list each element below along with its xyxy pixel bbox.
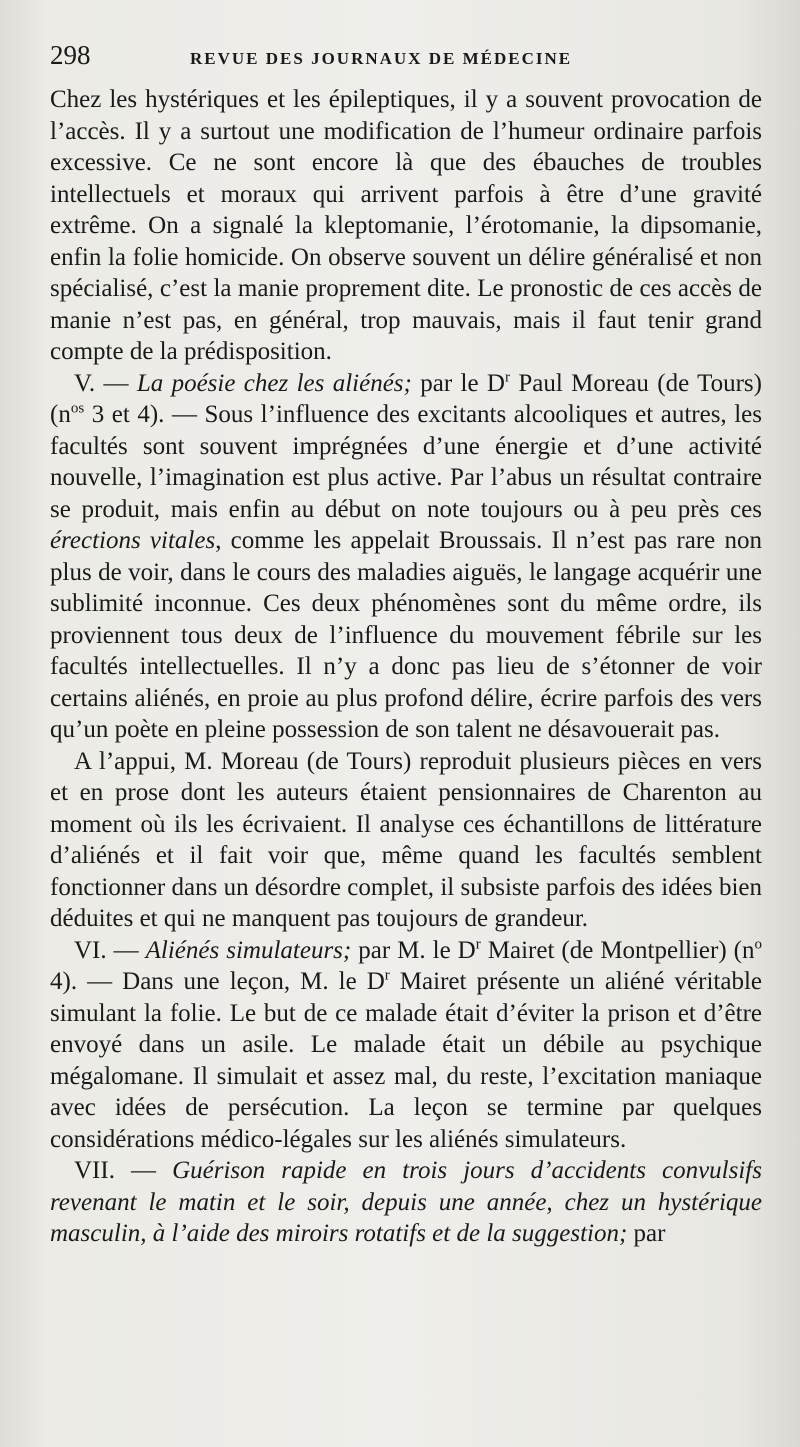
section-number: V. — bbox=[74, 369, 137, 397]
superscript: r bbox=[384, 967, 390, 984]
paragraph-2 bbox=[50, 368, 762, 746]
section-number: VII. — bbox=[74, 1157, 173, 1184]
superscript: r bbox=[504, 369, 510, 386]
superscript: os bbox=[70, 400, 85, 417]
article-body bbox=[50, 84, 762, 1250]
page-number: 298 bbox=[50, 40, 91, 70]
paragraph-text: par bbox=[627, 1220, 666, 1247]
italic-phrase: érections vitales bbox=[50, 527, 216, 554]
author-text: Paul Moreau (de Tours) (n bbox=[50, 369, 762, 428]
paragraph-text: 4). — Dans une leçon, M. le D bbox=[50, 968, 385, 995]
section-title: Guérison rapide en trois jours d’accidents convulsifs revenant le matin et le soir, depuis une année, chez un hystérique masculin, à l’aide des miroirs rotatifs et de la suggestion; bbox=[50, 1157, 762, 1247]
section-title: La poésie chez les aliénés; bbox=[136, 369, 412, 397]
section-title: Aliénés simulateurs; bbox=[145, 936, 352, 964]
paragraph-4 bbox=[50, 935, 762, 1156]
paragraph-text: 3 et 4). — Sous l’influence des excitants alcooliques et autres, les facultés sont souvent imprégnées d’une énergie et d’une activité nouvelle, l’imagination est plus active. Par l’abus un résultat contraire se produit, mais enfin au début on note toujours ou à peu près ces bbox=[50, 401, 762, 523]
superscript: r bbox=[475, 936, 481, 953]
paragraph-3: A l’appui, M. Moreau (de Tours) reproduit plusieurs pièces en vers et en prose dont les auteurs étaient pensionnaires de Charenton au moment où ils les écrivaient. Il analyse ces échantillons de littérature d’aliénés et il fait voir que, même quand les facultés semblent fonctionner dans un désordre complet, il subsiste parfois des idées bien déduites et qui ne manquent pas toujours de grandeur. bbox=[50, 747, 762, 932]
author-text: par le D bbox=[411, 369, 505, 397]
paragraph-text: Mairet présente un aliéné véritable simulant la folie. Le but de ce malade était d’éviter la prison et d’être envoyé dans un asile. Le malade était un débile au psychique mégalomane. Il simulait et assez mal, du reste, l’excitation maniaque avec idées de persécution. La leçon se termine par quelques considérations médico-légales sur les aliénés simulateurs. bbox=[50, 968, 762, 1153]
paragraph-text: par M. le D bbox=[351, 936, 476, 964]
paragraph-1: Chez les hystériques et les épileptiques, il y a souvent provocation de l’accès. Il y a surtout une modification de l’humeur ordinaire parfois excessive. Ce ne sont encore là que des ébauches de troubles intellectuels et moraux qui arrivent parfois à être d’une gravité extrême. On a signalé la kleptomanie, l’érotomanie, la dipsomanie, enfin la folie homicide. On observe souvent un délire généralisé et non spécialisé, c’est la manie proprement dite. Le pronostic de ces accès de manie n’est pas, en général, trop mauvais, mais il faut tenir grand compte de la prédisposition. bbox=[50, 86, 762, 365]
paragraph-text: Mairet (de Montpellier) (n bbox=[480, 936, 755, 964]
section-number: VI. — bbox=[74, 936, 146, 964]
paragraph-5 bbox=[50, 1155, 762, 1250]
superscript: o bbox=[754, 936, 762, 953]
page-header bbox=[50, 40, 762, 80]
running-head: REVUE DES JOURNAUX DE MÉDECINE bbox=[190, 49, 573, 68]
paragraph-text: , comme les appelait Broussais. Il n’est pas rare non plus de voir, dans le cours des maladies aiguës, le langage acquérir une sublimité inconnue. Ces deux phénomènes sont du même ordre, ils proviennent tous deux de l’influence du mouvement fébrile sur les facultés intellectuelles. Il n’y a donc pas lieu de s’étonner de voir certains aliénés, en proie au plus profond délire, écrire parfois des vers qu’un poète en pleine possession de son talent ne désavouerait pas. bbox=[50, 527, 762, 743]
